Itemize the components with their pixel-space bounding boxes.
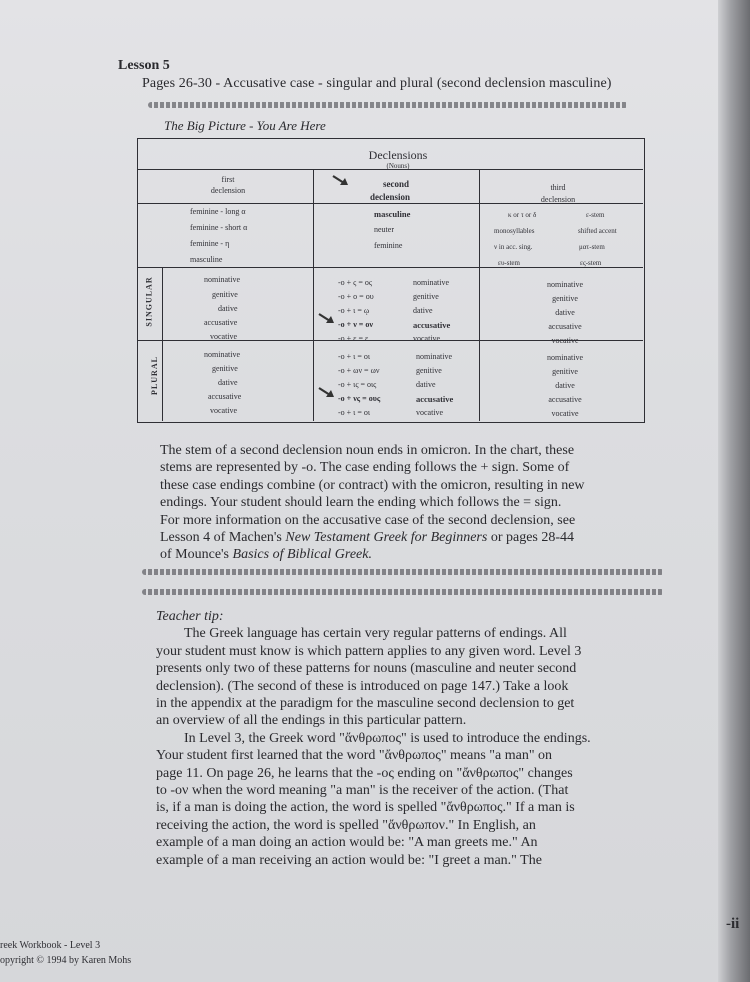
arrow-icon — [318, 387, 336, 399]
first-type-4: masculine — [190, 255, 223, 264]
sg-case-5: vocative — [210, 332, 238, 341]
tip-line-6: an overview of all the endings in this particular pattern. — [156, 713, 467, 729]
footer-title: reek Workbook - Level 3 — [0, 940, 101, 951]
pl-case2-2: genitive — [416, 366, 442, 375]
sg-case2-3: dative — [413, 306, 433, 315]
sg-case-2: genitive — [212, 290, 238, 299]
pl-case2-3: dative — [416, 380, 436, 389]
arrow-icon — [318, 313, 336, 325]
para-line-7: of Mounce's Basics of Biblical Greek. — [160, 547, 372, 563]
pl-case2-1: nominative — [416, 352, 452, 361]
para-line-4: endings. Your student should learn the ending which follows the = sign. — [160, 495, 562, 511]
tip-line-5: in the appendix at the paradigm for the masculine second declension to get — [156, 696, 575, 712]
third-type-l2: monosyllables — [494, 227, 535, 235]
third-type-l4: ευ-stem — [498, 259, 520, 267]
tip-line-13: example of a man doing an action would be: "A man greets me." An — [156, 835, 538, 851]
sg-case3-4: accusative — [548, 322, 582, 331]
third-type-r3: ματ-stem — [579, 243, 605, 251]
col-first-line1: first — [221, 175, 235, 184]
col-second-line1: second — [382, 179, 409, 189]
sg-ending-1: -ο + ς = ος — [338, 278, 373, 287]
book-title-machen: New Testament Greek for Beginners — [285, 530, 488, 546]
sg-case2-2: genitive — [413, 292, 439, 301]
pl-ending-3: -ο + ις = οις — [338, 380, 377, 389]
singular-label: SINGULAR — [144, 276, 154, 327]
big-picture-heading: The Big Picture - You Are Here — [164, 118, 326, 133]
pl-case-4: accusative — [208, 392, 242, 401]
footer-copyright: opyright © 1994 by Karen Mohs — [0, 955, 132, 966]
pages-subtitle: Pages 26-30 - Accusative case - singular and plural (second declension masculine) — [142, 76, 612, 91]
third-type-r4: ες-stem — [580, 259, 602, 267]
tip-line-4: declension). (The second of these is introduced on page 147.) Take a look — [156, 678, 569, 694]
pl-case-2: genitive — [212, 364, 238, 373]
table-subtitle: (Nouns) — [386, 162, 410, 170]
para-line-5: For more information on the accusative case of the second declension, see — [160, 512, 576, 528]
tip-line-12: receiving the action, the word is spelled "ἄνθρωπον." In English, an — [156, 817, 536, 833]
sg-ending-2: -ο + ο = ου — [338, 292, 374, 301]
page-number: -ii — [726, 916, 740, 932]
tip-line-3: presents only two of these patterns for nouns (masculine and neuter second — [156, 661, 577, 677]
arrow-icon — [332, 175, 350, 187]
pl-ending-1: -ο + ι = οι — [338, 352, 370, 361]
pl-case-5: vocative — [210, 406, 238, 415]
sg-case3-5: vocative — [551, 336, 579, 345]
sg-case2-1: nominative — [413, 278, 449, 287]
sg-case3-1: nominative — [547, 280, 583, 289]
tip-line-11: is, if a man is doing the action, the word is spelled "ἄνθρωπος." If a man is — [156, 800, 575, 816]
col-second-line2: declension — [369, 192, 410, 202]
sg-case2-4: accusative — [413, 320, 451, 330]
tip-line-10: to -ον when the word meaning "a man" is the receiver of the action. (That — [156, 783, 569, 799]
col-third-line2: declension — [540, 195, 576, 204]
sg-case-1: nominative — [204, 275, 240, 284]
col-first-line2: declension — [210, 186, 246, 195]
sg-case3-3: dative — [555, 308, 575, 317]
lesson-title: Lesson 5 — [118, 58, 170, 73]
para-line-3: these case endings combine (or contract) with the omicron, resulting in new — [160, 477, 585, 493]
para-line-1: The stem of a second declension noun ends in omicron. In the chart, these — [160, 443, 575, 458]
pl-ending-5: -ο + ι = οι — [338, 408, 370, 417]
tip-line-2: your student must know is which pattern applies to any given word. Level 3 — [156, 643, 582, 659]
para-line-6: Lesson 4 of Machen's New Testament Greek for Beginners or pages 28-44 — [160, 530, 575, 546]
sg-case-4: accusative — [204, 318, 238, 327]
pl-case3-1: nominative — [547, 353, 583, 362]
pl-case3-5: vocative — [551, 409, 579, 418]
pl-case-3: dative — [218, 378, 238, 387]
teacher-tip — [156, 608, 676, 869]
third-type-l3: ν in acc. sing. — [494, 243, 533, 251]
sg-case-3: dative — [218, 304, 238, 313]
tip-line-1: The Greek language has certain very regular patterns of endings. All — [184, 626, 567, 642]
pl-ending-4: -ο + νς = ους — [338, 394, 381, 403]
third-type-r2: shifted accent — [578, 227, 617, 235]
sg-case2-5: vocative — [413, 334, 441, 343]
pl-case3-3: dative — [555, 381, 575, 390]
tip-line-9: page 11. On page 26, he learns that the -ος ending on "ἄνθρωπος" changes — [156, 765, 573, 781]
plural-label: PLURAL — [149, 356, 159, 395]
sg-ending-3: -ο + ι = ῳ — [338, 306, 370, 315]
first-type-2: feminine - short α — [190, 223, 248, 232]
pl-ending-2: -ο + ων = ων — [338, 366, 380, 375]
wavy-divider — [142, 589, 664, 595]
second-type-2: neuter — [374, 225, 394, 234]
pl-case3-2: genitive — [552, 367, 578, 376]
third-type-l1: κ or τ or δ — [508, 211, 537, 219]
pl-case-1: nominative — [204, 350, 240, 359]
second-type-3: feminine — [374, 241, 403, 250]
first-type-1: feminine - long α — [190, 207, 246, 216]
para-line-2: stems are represented by -o. The case ending follows the + sign. Some of — [160, 460, 570, 476]
pl-case2-4: accusative — [416, 394, 454, 404]
wavy-divider — [148, 102, 628, 108]
sg-case3-2: genitive — [552, 294, 578, 303]
tip-line-8: Your student first learned that the word "ἄνθρωπος" means "a man" on — [156, 748, 553, 764]
tip-line-14: example of a man receiving an action would be: "I greet a man." The — [156, 852, 542, 868]
sg-ending-4: -ο + ν = ον — [338, 320, 373, 329]
pl-case2-5: vocative — [416, 408, 444, 417]
second-type-1: masculine — [374, 209, 411, 219]
tip-line-7: In Level 3, the Greek word "ἄνθρωπος" is used to introduce the endings. — [184, 730, 591, 746]
table-title: Declensions — [368, 148, 428, 162]
tip-heading: Teacher tip: — [156, 609, 224, 624]
col-third-line1: third — [550, 183, 566, 192]
declension-table — [137, 138, 645, 423]
third-type-r1: ε-stem — [586, 211, 605, 219]
wavy-divider — [142, 569, 664, 575]
book-title-mounce: Basics of Biblical Greek. — [232, 547, 372, 563]
sg-ending-5: -ο + ε = ε — [338, 334, 369, 343]
explanation-paragraph — [160, 442, 680, 564]
page-edge — [718, 0, 750, 982]
first-type-3: feminine - η — [190, 239, 230, 248]
pl-case3-4: accusative — [548, 395, 582, 404]
